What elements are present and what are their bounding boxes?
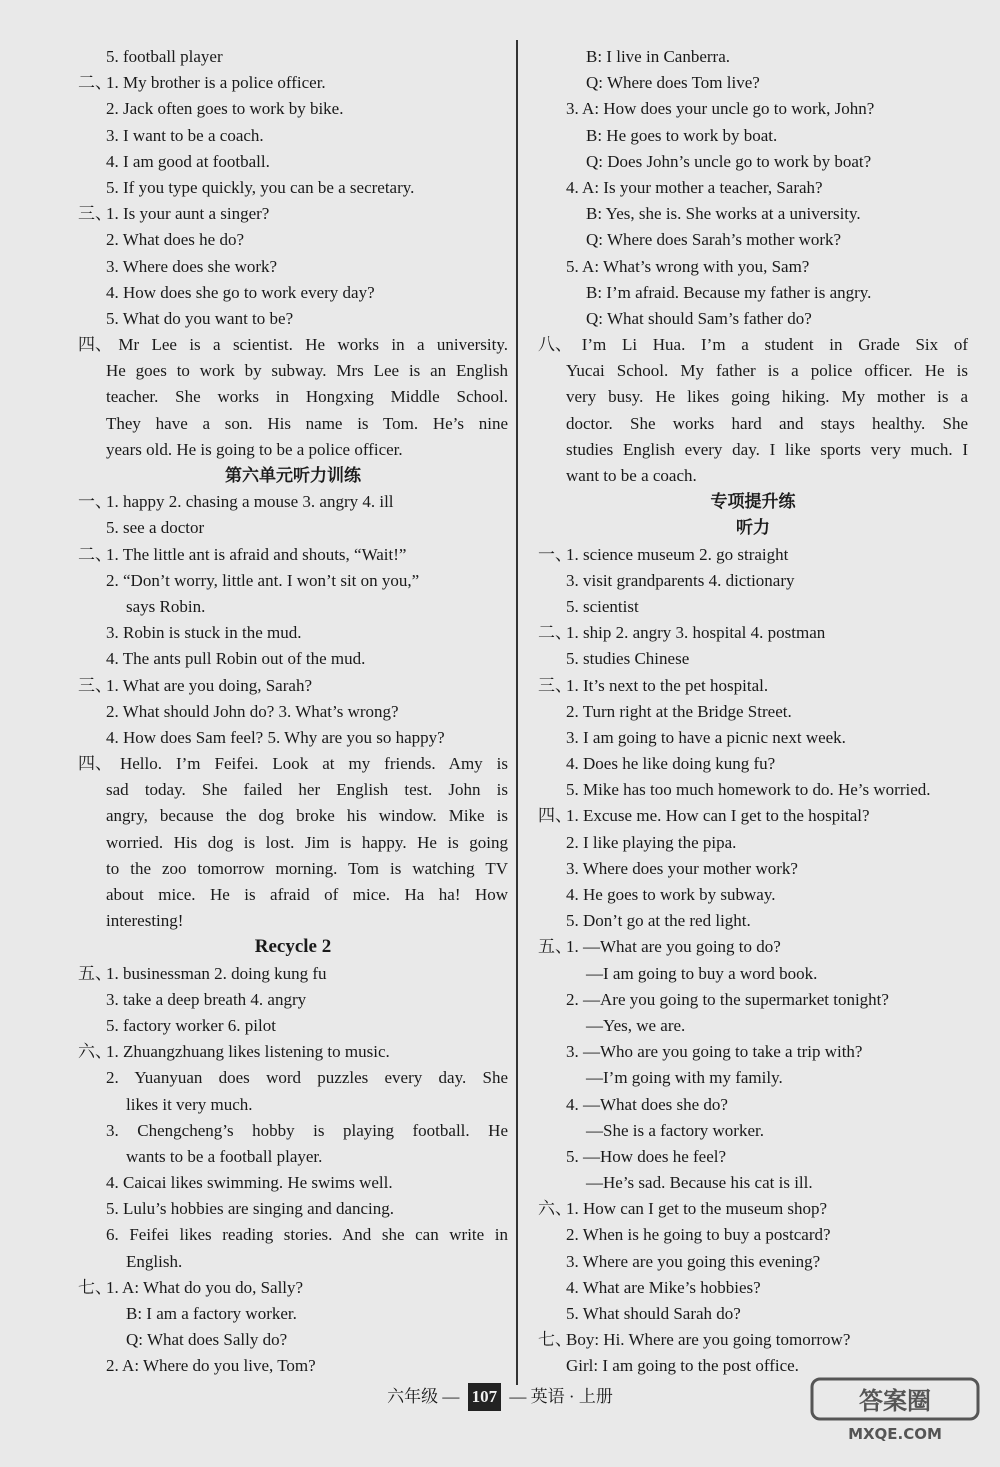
answer-line: 3. Where are you going this evening? (566, 1251, 821, 1271)
answer-line: 3. —Who are you going to take a trip with? (566, 1042, 863, 1062)
section-heading: Recycle 2 (254, 936, 332, 958)
answer-line: Yucai School. My father is a police officer. He is (566, 361, 968, 381)
answer-line: B: I’m afraid. Because my father is angry. (586, 282, 872, 302)
answer-line: 4. How does she go to work every day? (106, 282, 375, 302)
answer-line: B: He goes to work by boat. (586, 125, 778, 145)
answer-text: 1. Excuse me. How can I get to the hospital? (566, 806, 870, 826)
answer-line: 2. “Don’t worry, little ant. I won’t sit on you,” (106, 570, 420, 590)
answer-line: years old. He is going to be a police officer. (106, 439, 403, 459)
answer-line: 5. Mike has too much homework to do. He’s worried. (566, 780, 931, 800)
answer-line: —He’s sad. Because his cat is ill. (586, 1173, 813, 1193)
answer-line: Girl: I am going to the post office. (566, 1356, 799, 1376)
answer-line (78, 1039, 508, 1065)
answer-line: 5. see a doctor (106, 518, 205, 538)
answer-text: 1. My brother is a police officer. (106, 73, 326, 93)
answer-text: 1. It’s next to the pet hospital. (566, 675, 769, 695)
answer-line (78, 1275, 508, 1301)
answer-line: interesting! (106, 911, 184, 931)
answer-line: 5. scientist (566, 596, 639, 616)
answer-line: B: I live in Canberra. (586, 47, 730, 66)
section-marker: 六、 (78, 1042, 112, 1062)
answer-line: 4. The ants pull Robin out of the mud. (106, 649, 366, 669)
answer-text: 1. science museum 2. go straight (566, 544, 789, 564)
answer-text: Hello. I’m Feifei. Look at my friends. Amy is (106, 754, 508, 774)
section-marker: 六、 (538, 1199, 572, 1219)
answer-line: 2. When is he going to buy a postcard? (566, 1225, 831, 1245)
answer-line (78, 542, 508, 568)
answer-line: 5. football player (106, 47, 223, 66)
answer-line: 5. If you type quickly, you can be a secretary. (106, 177, 415, 197)
answer-line: angry, because the dog broke his window. Mike is (106, 806, 508, 826)
section-heading: 第六单元听力训练 (225, 466, 361, 485)
answer-line (538, 620, 968, 646)
answer-text: 1. —What are you going to do? (566, 937, 781, 957)
answer-line: 2. Turn right at the Bridge Street. (566, 701, 792, 721)
answer-line: 3. Robin is stuck in the mud. (106, 623, 302, 643)
answer-line: Q: What does Sally do? (126, 1330, 288, 1350)
answer-line: 2. What does he do? (106, 230, 245, 250)
answer-line: 3. Where does your mother work? (566, 858, 798, 878)
answer-line: 3. visit grandparents 4. dictionary (566, 570, 795, 590)
answer-line: 5. What should Sarah do? (566, 1304, 741, 1323)
answer-line: —I’m going with my family. (586, 1068, 783, 1088)
answer-line: doctor. She works hard and stays healthy. She (566, 413, 968, 433)
answer-line: 4. He goes to work by subway. (566, 885, 776, 904)
answer-line (538, 934, 968, 960)
section-marker: 一、 (538, 544, 572, 564)
answer-line: 3. A: How does your uncle go to work, John? (566, 99, 875, 119)
answer-line (78, 489, 508, 515)
section-heading: 专项提升练 (710, 492, 796, 512)
answer-line: sad today. She failed her English test. John is (106, 780, 508, 800)
answer-line: 2. A: Where do you live, Tom? (106, 1356, 316, 1376)
answer-text: 1. happy 2. chasing a mouse 3. angry 4. ill (106, 492, 394, 512)
answer-line (538, 1196, 968, 1222)
answer-line: 4. What are Mike’s hobbies? (566, 1277, 761, 1297)
answer-line (538, 542, 968, 568)
answer-text: 1. ship 2. angry 3. hospital 4. postman (566, 623, 826, 643)
answer-line: Q: Where does Sarah’s mother work? (586, 230, 842, 250)
footer-dash-right: — (509, 1387, 527, 1406)
footer-grade: 六年级 (387, 1387, 439, 1406)
answer-line: likes it very much. (126, 1094, 253, 1114)
answer-text: 1. Is your aunt a singer? (106, 204, 270, 224)
answer-line: 3. I am going to have a picnic next week. (566, 727, 846, 747)
answer-text: Boy: Hi. Where are you going tomorrow? (566, 1330, 851, 1350)
answer-line: 4. I am good at football. (106, 151, 270, 171)
answer-line: 5. studies Chinese (566, 649, 690, 669)
section-marker: 二、 (538, 623, 572, 643)
answer-line: 2. Jack often goes to work by bike. (106, 99, 344, 119)
right-column (538, 44, 968, 1380)
section-marker: 四、 (78, 754, 112, 774)
answer-line: Q: Where does Tom live? (586, 73, 760, 93)
answer-line: —I am going to buy a word book. (586, 963, 818, 983)
answer-line: 5. What do you want to be? (106, 308, 294, 328)
answer-text: 1. What are you doing, Sarah? (106, 675, 312, 695)
answer-line: —She is a factory worker. (586, 1120, 764, 1140)
answer-line: 4. A: Is your mother a teacher, Sarah? (566, 177, 823, 197)
answer-line: 5. A: What’s wrong with you, Sam? (566, 256, 810, 276)
answer-line: —Yes, we are. (586, 1015, 686, 1035)
answer-line: B: I am a factory worker. (126, 1304, 297, 1323)
answer-line (78, 332, 508, 358)
answer-text: I’m Li Hua. I’m a student in Grade Six of (566, 335, 968, 355)
answer-line: He goes to work by subway. Mrs Lee is an English (106, 361, 508, 381)
answer-line: wants to be a football player. (126, 1146, 323, 1166)
answer-line: teacher. She works in Hongxing Middle School. (106, 387, 508, 407)
column-divider (516, 40, 518, 1385)
answer-line (538, 332, 968, 358)
answer-line: 5. Don’t go at the red light. (566, 911, 751, 931)
answer-line: to the zoo tomorrow morning. Tom is watching TV (106, 858, 508, 878)
section-marker: 五、 (78, 963, 112, 983)
answer-line: They have a son. His name is Tom. He’s nine (106, 413, 508, 433)
left-column (78, 44, 508, 1380)
answer-line: 2. —Are you going to the supermarket tonight? (566, 989, 889, 1009)
answer-line (78, 961, 508, 987)
answer-line: 5. —How does he feel? (566, 1146, 727, 1166)
answer-text: Mr Lee is a scientist. He works in a university. (106, 335, 508, 355)
answer-line: English. (126, 1251, 183, 1271)
answer-line: Q: What should Sam’s father do? (586, 308, 812, 328)
answer-text: 1. Zhuangzhuang likes listening to music. (106, 1042, 390, 1062)
answer-line: 3. Where does she work? (106, 256, 278, 276)
section-marker: 七、 (78, 1277, 112, 1297)
watermark-logo (810, 1377, 980, 1447)
answer-line (78, 201, 508, 227)
answer-line: studies English every day. I like sports very much. I (566, 439, 968, 459)
answer-text: 1. How can I get to the museum shop? (566, 1199, 828, 1219)
answer-line: 4. —What does she do? (566, 1094, 728, 1114)
answer-line (78, 673, 508, 699)
answer-line: says Robin. (126, 596, 206, 616)
answer-line: about mice. He is afraid of mice. Ha ha! How (106, 885, 508, 904)
answer-text: 1. The little ant is afraid and shouts, “Wait!” (106, 544, 407, 564)
answer-line: 2. What should John do? 3. What’s wrong? (106, 701, 399, 721)
section-marker: 一、 (78, 492, 112, 512)
answer-text: 1. businessman 2. doing kung fu (106, 963, 327, 983)
footer-subject: 英语 · 上册 (530, 1387, 613, 1406)
answer-line (78, 70, 508, 96)
answer-line: 2. I like playing the pipa. (566, 832, 737, 852)
answer-line: worried. His dog is lost. Jim is happy. He is going (106, 832, 508, 852)
section-marker: 三、 (78, 204, 112, 224)
watermark-brand: 答案圈 (859, 1387, 931, 1415)
section-marker: 三、 (538, 675, 572, 695)
answer-line: 5. factory worker 6. pilot (106, 1015, 276, 1035)
answer-line: very busy. He likes going hiking. My mother is a (566, 387, 968, 407)
answer-line: 2. Yuanyuan does word puzzles every day. She (106, 1068, 508, 1088)
section-marker: 四、 (538, 806, 572, 826)
answer-line: 3. Chengcheng’s hobby is playing football. He (106, 1120, 508, 1140)
answer-line: 4. Caicai likes swimming. He swims well. (106, 1173, 393, 1193)
answer-line: want to be a coach. (566, 466, 697, 485)
answer-text: 1. A: What do you do, Sally? (106, 1277, 304, 1297)
section-marker: 二、 (78, 73, 112, 93)
page-number: 107 (468, 1383, 502, 1411)
section-heading: 听力 (736, 518, 770, 538)
section-marker: 四、 (78, 335, 112, 355)
answer-line: 4. Does he like doing kung fu? (566, 754, 776, 774)
answer-line (538, 803, 968, 829)
answer-line: B: Yes, she is. She works at a university. (586, 204, 861, 224)
section-marker: 七、 (538, 1330, 572, 1350)
answer-line: 3. I want to be a coach. (106, 125, 264, 145)
section-marker: 三、 (78, 675, 112, 695)
answer-line (538, 1327, 968, 1353)
answer-line: Q: Does John’s uncle go to work by boat? (586, 151, 872, 171)
section-marker: 八、 (538, 335, 572, 355)
answer-line (78, 751, 508, 777)
footer-dash-left: — (442, 1387, 460, 1406)
answer-line: 5. Lulu’s hobbies are singing and dancing. (106, 1199, 395, 1219)
answer-line (538, 673, 968, 699)
answer-line: 4. How does Sam feel? 5. Why are you so happy? (106, 727, 445, 747)
answer-line: 3. take a deep breath 4. angry (106, 989, 307, 1009)
section-marker: 二、 (78, 544, 112, 564)
section-marker: 五、 (538, 937, 572, 957)
answer-line: 6. Feifei likes reading stories. And she can write in (106, 1225, 508, 1245)
watermark-url: MXQE.COM (848, 1425, 942, 1443)
